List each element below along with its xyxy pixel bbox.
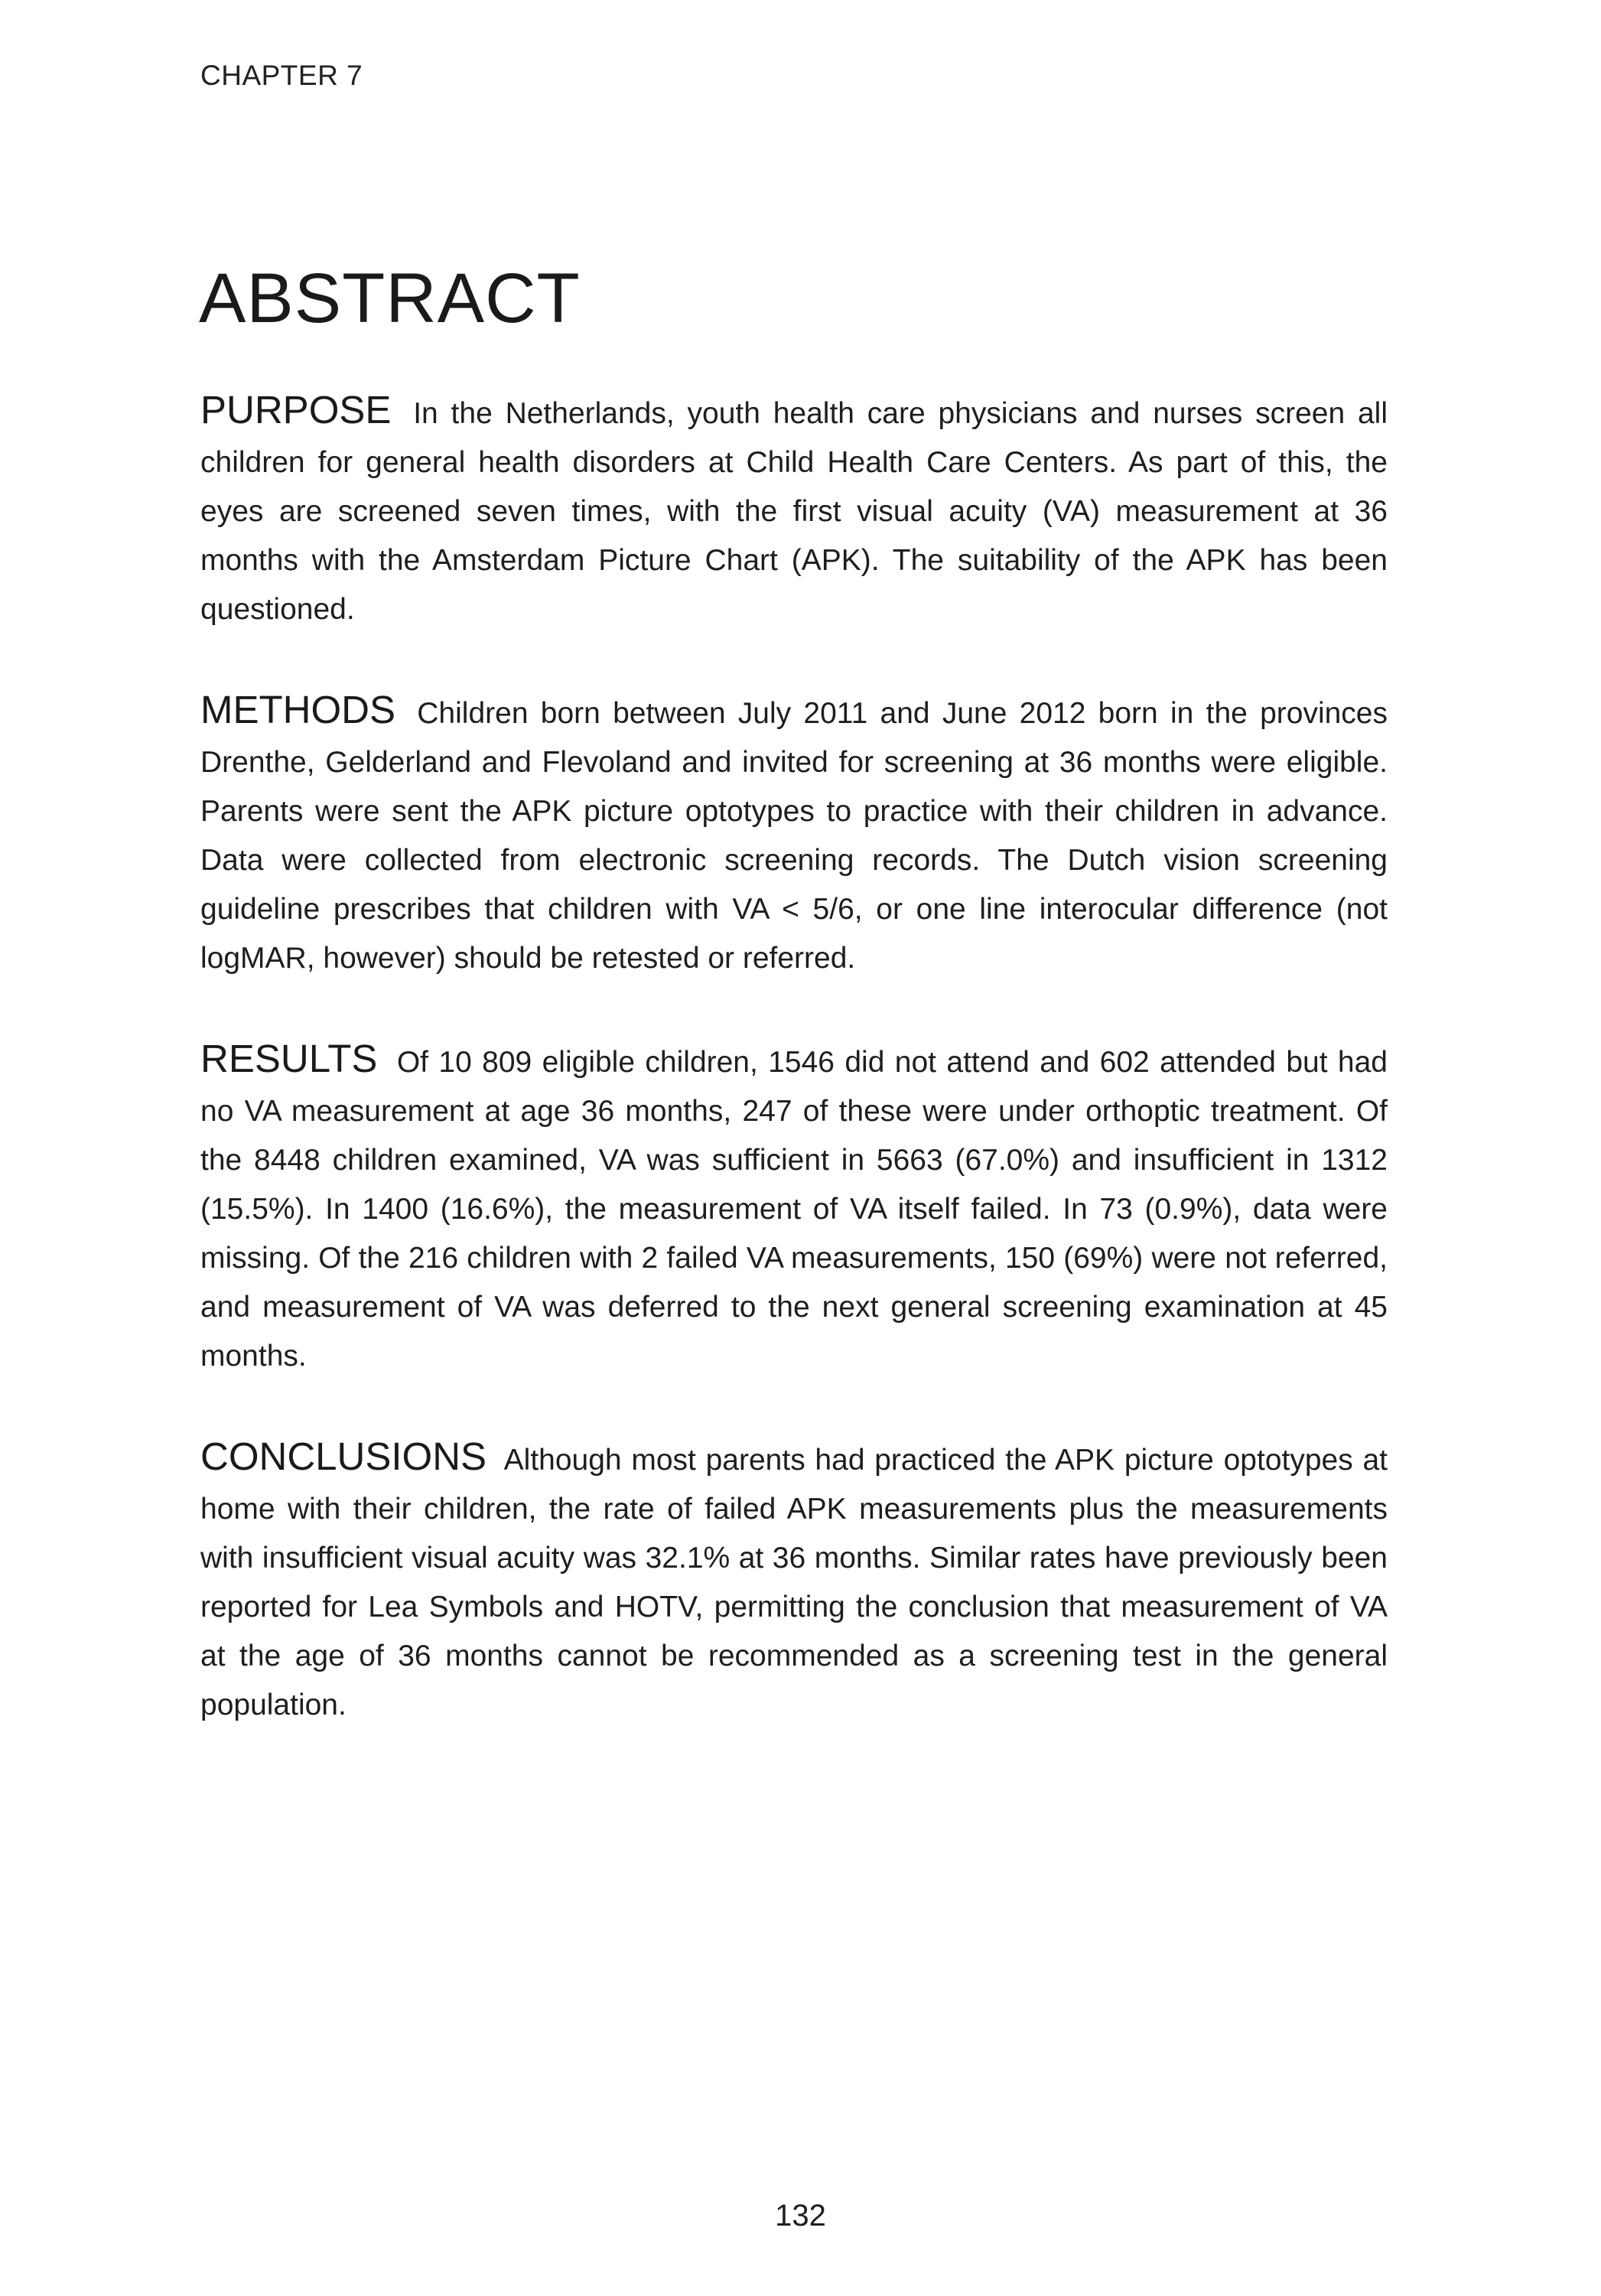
methods-heading: METHODS xyxy=(200,688,395,731)
running-header: CHAPTER 7 xyxy=(200,60,363,91)
results-section xyxy=(200,1034,1388,1381)
results-text: Of 10 809 eligible children, 1546 did not attend and 602 attended but had no VA measurement at age 36 months, 247 of these were under orthoptic treatment. Of the 8448 children examined, VA was sufficient in 5663 (67.0%) and insufficient in 1312 (15.5%). In 1400 (16.6%), the measurement of VA itself failed. In 73 (0.9%), data were missing. Of the 216 children with 2 failed VA measurements, 150 (69%) were not referred, and measurement of VA was deferred to the next general screening examination at 45 months. xyxy=(200,1046,1388,1373)
methods-text: Children born between July 2011 and June 2012 born in the provinces Drenthe, Gelderland and Flevoland and invited for screening at 36 months were eligible. Parents were sent the APK picture optotypes to practice with their children in advance. Data were collected from electronic screening records. The Dutch vision screening guideline prescribes that children with VA < 5/6, or one line interocular difference (not logMAR, however) should be retested or referred. xyxy=(200,697,1388,975)
page-title: ABSTRACT xyxy=(199,259,581,337)
conclusions-text: Although most parents had practiced the APK picture optotypes at home with their children, the rate of failed APK measurements plus the measurements with insufficient visual acuity was 32.1% at 36 months. Similar rates have previously been reported for Lea Symbols and HOTV, permitting the conclusion that measurement of VA at the age of 36 months cannot be recommended as a screening test in the general population. xyxy=(200,1444,1388,1721)
methods-section xyxy=(200,686,1388,983)
purpose-section xyxy=(200,386,1388,634)
abstract-body xyxy=(200,386,1388,1781)
conclusions-heading: CONCLUSIONS xyxy=(200,1435,487,1478)
purpose-text: In the Netherlands, youth health care physicians and nurses screen all children for general health disorders at Child Health Care Centers. As part of this, the eyes are screened seven times, with the first visual acuity (VA) measurement at 36 months with the Amsterdam Picture Chart (APK). The suitability of the APK has been questioned. xyxy=(200,397,1388,626)
purpose-heading: PURPOSE xyxy=(200,388,392,432)
conclusions-section xyxy=(200,1432,1388,1730)
results-heading: RESULTS xyxy=(200,1037,378,1080)
page-number: 132 xyxy=(775,2199,826,2232)
